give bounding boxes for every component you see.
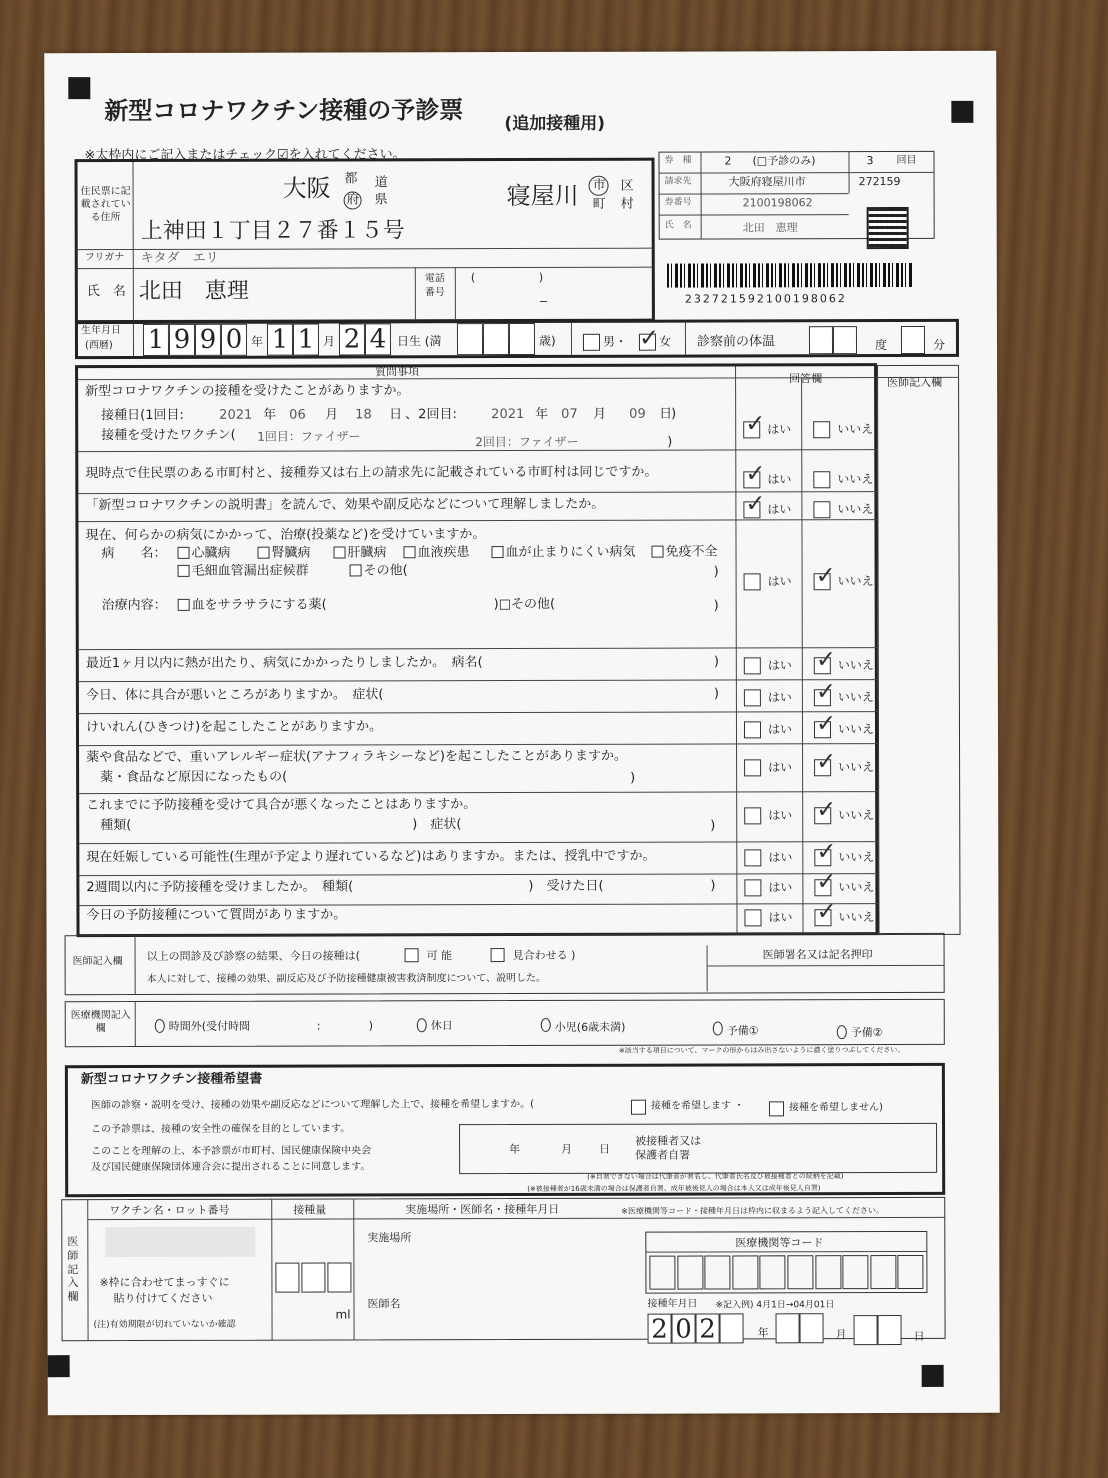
question-5-text: 最近1ヶ月以内に熱が出たり、病気にかかったりしましたか。 病名( [85,655,483,672]
child-radio[interactable] [541,1018,551,1032]
disease-checkbox[interactable] [350,564,362,576]
checkmark-icon: ✓ [815,561,836,590]
questions-header: 質問事項 [375,365,420,379]
disease-capillary-leak: 毛細血管漏出症候群 [191,563,309,579]
institution-code-digit[interactable] [898,1255,924,1289]
consent-month-unit: 月 [561,1142,573,1156]
birth-month-digit[interactable]: 1 [267,324,293,356]
institution-code-digit[interactable] [732,1255,758,1289]
q1-dates-label: 接種日(1回目: [101,407,184,424]
vaccination-day-digit[interactable] [878,1315,902,1345]
vaccination-questionnaire-form: 新型コロナワクチン接種の予診票 (追加接種用) ※太枠内にご記入またはチェック☑を入れてください。 券 種 2 (□予診のみ) 3 回目 請求先 大阪府寝屋川市 272159 券番号 2100198062 氏 名 北田 恵理 232721592100198062 住民票に記載されている住所 大阪 都 道 府 県 寝屋川 市 区 町 村 上神田１丁目２７番１５号 フリガナ キタダ エリ 氏 名 北田 恵理 電話 番号 ( ) − 生年月日 (西暦) 1 9 9 0 年 1 1 月 2 4 日生 (満 歳) 男・ ✓ 女 診察前の体温 度 分 質問事項 回答欄 医師記入欄 新型コロナワクチンの接種を受けたことがありますか。 接種日(1回目: 2021 年 06 月 18 日 、2回目: 2021 年 07 月 09 日 ) 接種を受けたワクチン( 1回目：ファイザー 2回目：ファイザー ) 現時点で住民票のある市町村と、接種券又は右上の請求先に記載されている市町村は同じですか。 「新型コロナワクチンの説明書」を読んで、効果や副反応などについて理解しましたか。 現在、何らかの病気にかかって、治療(投薬など)を受けていますか。 病 名： 心臓病 腎臓病 肝臓病 血液疾患 血が止まりにくい病気 免疫不全 毛細血管漏出症候群 その他( ) 治療内容： 血をサラサラにする薬( )□その他( ) 最近1ヶ月以内に熱が出たり、病気にかかったりしましたか。 病名( ) 今日、体に具合が悪いところがありますか。 症状( ) けいれん(ひきつけ)を起こしたことがありますか。 薬や食品などで、重いアレルギー症状(アナフィラキシーなど)を起こしたことがありますか。 薬・食品など原因になったもの( ) これまでに予防接種を受けて具合が悪くなったことはありますか。 種類( ) 症状( ) 現在妊娠している可能性(生理が予定より遅れているなど)はありますか。または、授乳中ですか。 2週間以内に予防接種を受けましたか。 種類( ) 受けた日( ) 今日の予防接種について質問がありますか。 はい ✓ いいえ はい ✓ いいえ はい ✓ いいえ はい いいえ ✓ はい いいえ ✓ はい いいえ ✓ はい いいえ ✓ はい いいえ ✓ はい いいえ ✓ はい いいえ ✓ はい いいえ ✓ はい いいえ ✓ 医師記入欄 以上の問診及び診察の結果、今日の接種は( 可 能 見合わせる ) 本人に対して、接種の効果、副反応及び予防接種健康被害救済制度について、説明した。 医師署名又は記名押印 医療機関記入欄 時間外(受付時間 : ) 休日 小児(6歳未満) 予備① 予備② ※該当する項目について、マークの形からはみ出さないように濃く塗りつぶしてください。 新型コロナワクチン接種希望書 医師の診察・説明を受け、接種の効果や副反応などについて理解した上で、接種を希望しますか。( 接種を希望します ・ 接種を希望しません) この予診票は、接種の安全性の確保を目的としています。 このことを理解の上、本予診票が市町村、国民健康保険中央会 及び国民健康保険団体連合会に提出されることに同意します。 年 月 日 被接種者又は 保護者自署 (※自署できない場合は代筆者が署名し、代筆者氏名及び被接種者との続柄を記載) (※被接種者が16歳未満の場合は保護者自署、成年被後見人の場合は本人又は成年後見人自署) 医師記入欄 ワクチン名・ロット番号 接種量 実施場所・医師名・接種年月日 ※医療機関等コード・接種年月日は枠内に収まるよう記入してください。 ※枠に合わせてまっすぐに 貼り付けてください (注)有効期限が切れていないか確認 ml 実施場所 医師名 医療機関等コード 接種年月日 ※記入例) 4月1日→04月01日 2 0 2 年 月 日 [44,51,1000,1415]
decline-vaccination-label: 接種を希望しません) [788,1102,883,1114]
checkmark-icon: ✓ [815,709,837,738]
question-7-text: けいれん(ひきつけ)を起こしたことがありますか。 [85,719,383,736]
institution-code-digit[interactable] [815,1255,841,1289]
ticket-kind-label: 券 種 [664,155,692,166]
birth-day-unit: 日生 (満 [396,334,442,349]
question-2-text: 現時点で住民票のある市町村と、接種券又は右上の請求先に記載されている市町村は同じですか。 [85,464,658,482]
phone-paren-open: ( [470,271,476,285]
barcode [667,263,913,288]
ticket-claim-label: 請求先 [664,176,692,187]
consent-year-unit: 年 [509,1143,521,1157]
vaccination-date-label: 接種年月日 [647,1298,698,1310]
vaccination-year-digit[interactable]: 2 [648,1314,672,1344]
barcode-number: 232721592100198062 [684,292,847,306]
dose-header: 接種量 [293,1203,327,1217]
dose-digit[interactable] [327,1262,351,1292]
q4-yes-checkbox[interactable] [744,573,761,590]
q7-yes-checkbox[interactable] [744,721,761,738]
q10-yes-label: はい [768,850,793,865]
q1-dose2-year: 2021 [491,406,525,423]
q3-no-checkbox[interactable] [813,501,830,518]
q1-vaccine-label: 接種を受けたワクチン( [101,427,236,444]
question-6-text: 今日、体に具合が悪いところがありますか。 症状( [85,687,384,704]
question-12-text: 今日の予防接種について質問がありますか。 [86,907,347,924]
q6-yes-label: はい [767,690,792,705]
ticket-number: 2100198062 [742,196,813,210]
registration-mark [922,1365,944,1387]
qr-code [867,207,909,249]
phone-label: 電話 [424,273,445,285]
temperature-digit[interactable] [833,326,857,354]
q12-no-label: いいえ [838,910,875,925]
reserve1-radio[interactable] [713,1021,723,1035]
vaccination-month-digit[interactable] [776,1313,800,1343]
doctor-column-header: 医師記入欄 [887,375,943,390]
institution-code-digit[interactable] [843,1255,869,1289]
q2-no-label: いいえ [837,472,874,487]
age-digit[interactable] [457,323,483,355]
disease-checkbox[interactable] [404,546,416,558]
ticket-claim-code: 272159 [858,175,901,189]
ticket-dose-value: 3 [866,154,874,168]
vaccination-month-unit: 月 [835,1328,847,1342]
consent-purpose: この予診票は、接種の安全性の確保を目的としています。 [91,1123,351,1136]
birth-day-digit[interactable]: 2 [339,323,365,355]
q11-no-label: いいえ [838,880,875,895]
doctor-section-label: 医師記入欄 [72,956,123,968]
ticket-number-label: 券番号 [664,197,692,208]
holiday-radio[interactable] [417,1018,427,1032]
q1-dose2-label: 、2回目: [405,407,457,423]
phone-dash: − [538,294,549,308]
disease-checkbox[interactable] [178,565,190,577]
q7-no-label: いいえ [837,722,875,737]
ticket-dose-unit: 回目 [896,154,917,167]
birth-month-digit[interactable]: 1 [293,324,319,356]
checkmark-icon: ✓ [815,645,836,674]
temperature-decimal[interactable] [901,326,925,354]
disease-kidney: 腎臓病 [271,545,311,561]
consent-question: 医師の診察・説明を受け、接種の効果や副反応などについて理解した上で、接種を希望しますか。( [90,1098,535,1112]
phone-paren-close: ) [538,270,544,284]
age-unit: 歳) [538,333,556,348]
after-hours-close: ) [368,1019,374,1033]
birth-year-digit[interactable]: 0 [221,324,247,356]
consent-note-2: (※被接種者が16歳未満の場合は保護者自署、成年被後見人の場合は本人又は成年後見人自署) [527,1184,821,1193]
vaccination-year-digit[interactable] [720,1313,744,1343]
q1-dose1-year: 2021 [219,407,253,423]
ticket-kind-note: (□予診のみ) [752,154,816,168]
q8-cause-label: 薬・食品など原因になったもの( [100,769,288,786]
pref-suffix-to: 都 [344,171,358,187]
q9-symptom-label: ) 症状( [412,817,462,833]
q1-no-checkbox[interactable] [813,421,830,438]
dose-digit[interactable] [301,1263,325,1293]
reserve2-label: 予備② [850,1026,883,1040]
vaccination-month-digit[interactable] [800,1313,824,1343]
address-line: 上神田１丁目２７番１５号 [140,218,405,244]
treatment-checkbox[interactable] [178,599,190,611]
disease-other: その他( [363,563,408,579]
q1-vaccine-dose1: 1回目：ファイザー [257,429,361,444]
treatment-blood-thinner: 血をサラサラにする薬( [191,597,327,613]
registration-mark [951,101,973,123]
birth-year-digit[interactable]: 1 [143,324,169,356]
q5-yes-label: はい [767,658,792,673]
q9-type-label: 種類( [100,818,132,834]
checkmark-icon: ✓ [816,867,837,896]
female-label: 女 [658,334,672,349]
institution-code-digit[interactable] [705,1255,731,1289]
q2-no-checkbox[interactable] [813,471,830,488]
q5-yes-checkbox[interactable] [744,657,761,674]
q8-yes-label: はい [768,760,793,775]
after-hours-radio[interactable] [155,1019,165,1033]
q11-yes-checkbox[interactable] [744,879,761,896]
birth-year-unit: 年 [250,334,264,349]
form-title: 新型コロナワクチン接種の予診票 [104,96,464,126]
lot-sticker-area[interactable] [105,1227,255,1257]
question-8-text: 薬や食品などで、重いアレルギー症状(アナフィラキシーなど)を起こしたことがありますか。 [86,748,627,766]
consent-agreement-1: このことを理解の上、本予診票が市町村、国民健康保険中央会 [91,1145,372,1158]
disease-checkbox[interactable] [652,546,664,558]
answers-header: 回答欄 [789,372,823,386]
furigana-value: キタダ エリ [140,250,219,266]
disease-blood: 血液疾患 [417,545,470,561]
child-label: 小児(6歳未満) [554,1020,626,1034]
q10-yes-checkbox[interactable] [744,849,761,866]
consent-note-1: (※自署できない場合は代筆者が署名し、代筆者氏名及び被接種者との続柄を記載) [587,1172,844,1181]
doctor-signature-label: 医師署名又は記名押印 [762,948,873,962]
signer-label-2: 保護者自署 [635,1148,691,1162]
institution-code-digit[interactable] [787,1255,813,1289]
institution-code-label: 医療機関等コード [735,1236,824,1250]
q9-yes-checkbox[interactable] [744,807,761,824]
question-1-text: 新型コロナワクチンの接種を受けたことがありますか。 [85,383,410,400]
place-header: 実施場所・医師名・接種年月日 [405,1202,560,1217]
question-10-text: 現在妊娠している可能性(生理が予定より遅れているなど)はありますか。または、授乳中ですか。 [86,848,656,866]
consent-signature-box[interactable] [459,1123,937,1174]
address-label: 住民票に記載されている住所 [80,186,131,224]
checkmark-icon: ✓ [815,677,837,706]
institution-section-label: 医療機関記入欄 [70,1010,131,1035]
consent-agreement-2: 及び国民健康保険団体連合会に提出されることに同意します。 [91,1161,371,1174]
city-suffix-ku: 区 [620,178,634,194]
q12-yes-checkbox[interactable] [744,909,761,926]
consent-title: 新型コロナワクチン接種希望書 [80,1071,263,1088]
phone-field[interactable] [471,270,621,314]
birth-year-digit[interactable]: 9 [195,324,221,356]
dose-digit[interactable] [275,1263,299,1293]
ticket-claim-city: 大阪府寝屋川市 [728,175,806,189]
q12-yes-label: はい [768,910,793,925]
address-city: 寝屋川 [506,181,579,211]
q1-dose1-day: 18 [355,407,372,423]
vaccination-year-unit: 年 [757,1326,769,1340]
name-value: 北田 恵理 [138,278,249,305]
q11-yes-label: はい [768,880,793,895]
temperature-digit[interactable] [809,326,833,354]
institution-code-digit[interactable] [677,1256,703,1290]
birth-label: 生年月日 [80,325,121,337]
vaccination-year-digit[interactable]: 2 [696,1313,720,1343]
temperature-degree-unit: 度 [874,338,888,353]
q1-month-unit: 月 [325,407,339,423]
disease-checkbox[interactable] [258,547,270,559]
q1-day-unit: 日 [389,407,403,423]
dose-unit: ml [335,1307,351,1322]
can-vaccinate-label: 可 能 [426,949,453,963]
postpone-checkbox[interactable] [491,948,505,962]
q9-no-label: いいえ [838,808,875,823]
q1-dose1-month: 06 [289,407,306,423]
doctor-entry-column [877,365,960,935]
birth-year-digit[interactable]: 9 [169,324,195,356]
temperature-label: 診察前の体温 [696,334,776,350]
instruction-text: ※太枠内にご記入またはチェック☑を入れてください。 [84,147,406,164]
furigana-label: フリガナ [84,252,125,264]
doctor-name-label: 医師名 [367,1297,401,1311]
q11-date-label: ) 受けた日( [528,878,604,894]
question-3-text: 「新型コロナワクチンの説明書」を読んで、効果や副反応などについて理解しましたか。 [85,496,605,514]
birth-label-western: (西暦) [84,340,113,352]
temperature-decimal-unit: 分 [932,337,946,352]
pref-suffix-ken: 県 [374,192,388,208]
form-subtitle: (追加接種用) [504,113,605,135]
q1-month-unit: 月 [593,406,607,422]
q4-disease-label: 病 名： [101,545,167,562]
ticket-name-label: 氏 名 [664,220,692,231]
after-hours-label: 時間外(受付時間 [168,1019,251,1033]
q1-yes-label: はい [767,422,792,437]
q1-year-unit: 年 [263,407,277,423]
disease-immunodeficiency: 免疫不全 [665,544,718,560]
postpone-label: 見合わせる ) [512,948,576,963]
sticker-instruction-1: ※枠に合わせてまっすぐに [99,1275,230,1290]
checkmark-icon: ✓ [816,837,837,866]
holiday-label: 休日 [430,1019,453,1033]
want-vaccination-label: 接種を希望します ・ [650,1100,745,1112]
q6-yes-checkbox[interactable] [744,689,761,706]
reserve1-label: 予備① [726,1024,759,1038]
checkmark-icon: ✓ [638,323,660,352]
consent-day-unit: 日 [599,1142,611,1156]
name-label: 氏 名 [86,284,126,300]
registration-mark [68,77,90,99]
treatment-other: )□その他( [493,596,556,613]
q1-no-label: いいえ [837,422,874,437]
checkmark-icon: ✓ [745,409,766,438]
q1-close-paren: ) [667,434,673,450]
checkmark-icon: ✓ [816,897,837,926]
place-label: 実施場所 [367,1231,412,1245]
institution-note: ※該当する項目について、マークの形からはみ出さないように濃く塗りつぶしてください。 [618,1045,905,1055]
vaccination-day-digit[interactable] [854,1315,878,1345]
checkmark-icon: ✓ [745,459,766,488]
q1-dose2-day: 09 [629,406,646,422]
pref-suffix-do: 道 [374,175,388,191]
q4-no-label: いいえ [837,574,874,589]
ticket-kind-value: 2 [724,154,732,168]
q4-yes-label: はい [767,574,792,589]
doctor-explained-text: 本人に対して、接種の効果、副反応及び予防接種健康被害救済制度について、説明した。 [146,972,547,985]
date-example: ※記入例) 4月1日→04月01日 [715,1300,835,1311]
after-hours-colon: : [316,1019,321,1033]
record-note: ※医療機関等コード・接種年月日は枠内に収まるよう記入してください。 [621,1206,884,1216]
q9-yes-label: はい [768,808,793,823]
q5-no-label: いいえ [837,658,874,673]
checkmark-icon: ✓ [816,747,837,776]
q7-yes-label: はい [767,722,793,737]
city-suffix-shi: 市 [592,177,606,193]
q3-no-label: いいえ [837,502,874,517]
q1-year-unit: 年 [535,406,549,422]
pref-suffix-fu: 府 [346,192,360,208]
q4-treatment-label: 治療内容： [101,597,167,614]
question-9-text: これまでに予防接種を受けて具合が悪くなったことはありますか。 [86,797,477,814]
question-4-text: 現在、何らかの病気にかかって、治療(投薬など)を受けていますか。 [85,527,486,544]
disease-checkbox[interactable] [334,546,346,558]
male-checkbox[interactable] [583,334,600,351]
disease-liver: 肝臓病 [347,545,387,561]
male-label: 男・ [602,334,628,349]
birth-day-digit[interactable]: 4 [365,323,391,355]
city-suffix-machi: 町 [592,196,606,212]
expiry-note: (注)有効期限が切れていないか確認 [93,1319,236,1331]
city-suffix-mura: 村 [620,196,634,212]
institution-code-digit[interactable] [649,1256,675,1290]
disease-checkbox[interactable] [492,546,504,558]
address-prefecture: 大阪 [282,174,331,203]
signer-label-1: 被接種者又は [635,1134,702,1148]
checkmark-icon: ✓ [745,489,766,518]
disease-checkbox[interactable] [178,547,190,559]
q1-day-unit: 日 [659,406,673,422]
institution-code-digit[interactable] [870,1255,896,1289]
doctor-section [65,933,945,995]
institution-code-digit[interactable] [760,1255,786,1289]
q1-dose2-month: 07 [561,406,578,422]
want-vaccination-checkbox[interactable] [631,1100,646,1115]
checkmark-icon: ✓ [816,795,837,824]
sticker-instruction-2: 貼り付けてください [113,1291,213,1306]
q3-yes-label: はい [767,502,792,517]
age-digit[interactable] [483,323,509,355]
phone-label-2: 番号 [424,287,445,299]
doctor-judgement-text: 以上の問診及び診察の結果、今日の接種は( [146,949,360,963]
disease-heart: 心臓病 [191,545,231,561]
q8-yes-checkbox[interactable] [744,759,761,776]
q2-yes-label: はい [767,472,792,487]
can-vaccinate-checkbox[interactable] [405,948,419,962]
q6-no-label: いいえ [837,690,874,705]
question-11-text: 2週間以内に予防接種を受けましたか。 種類( [86,879,354,896]
vaccine-lot-header: ワクチン名・ロット番号 [109,1203,230,1218]
birth-month-unit: 月 [322,334,336,349]
q1-vaccine-dose2: 2回目：ファイザー [475,434,579,450]
reserve2-radio[interactable] [837,1025,847,1039]
decline-vaccination-checkbox[interactable] [769,1101,784,1116]
q8-no-label: いいえ [838,760,875,775]
vaccination-day-unit: 日 [913,1329,925,1343]
registration-mark [48,1355,70,1377]
record-side-label: 医師記入欄 [67,1235,79,1304]
ticket-name: 北田 恵理 [742,221,798,235]
vaccination-year-digit[interactable]: 0 [672,1314,696,1344]
disease-bleeding: 血が止まりにくい病気 [505,544,636,561]
q10-no-label: いいえ [838,850,875,865]
age-digit[interactable] [509,323,535,355]
